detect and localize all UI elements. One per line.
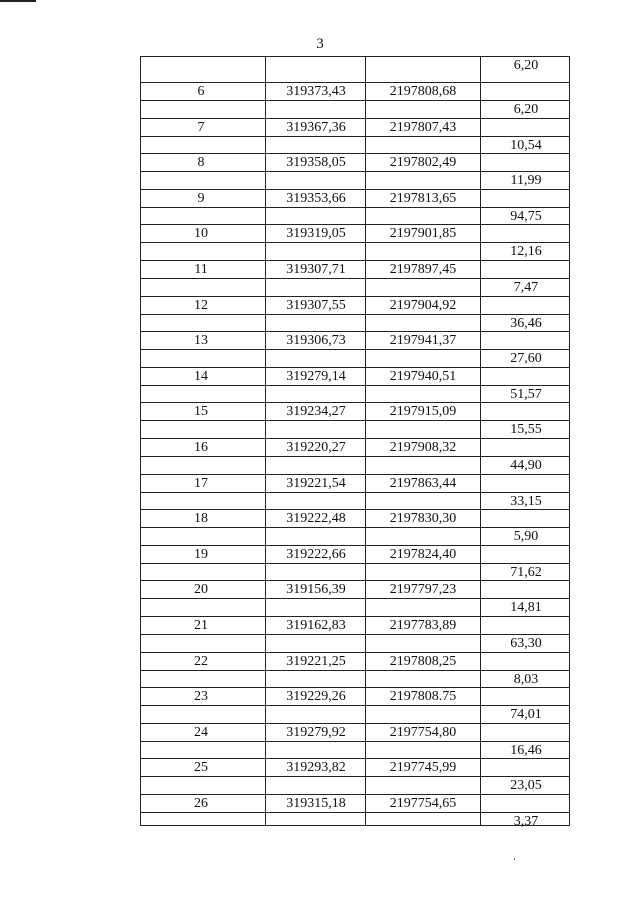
point-row (141, 82, 569, 100)
point-number: 10 (194, 226, 208, 242)
segment-length: 44,90 (510, 458, 542, 473)
coord-y: 2197940,51 (389, 368, 457, 384)
segment-length: 33,15 (510, 493, 542, 509)
coord-x: 319307,55 (286, 297, 346, 313)
coord-y: 2197754,65 (389, 796, 457, 811)
segment-length: 3,37 (513, 814, 539, 829)
coordinates-table (140, 56, 570, 829)
point-number: 7 (197, 119, 205, 135)
coord-y: 2197783,89 (389, 618, 457, 633)
coord-x: 319221,25 (286, 653, 346, 669)
segment-row (141, 278, 569, 296)
column-divider (365, 56, 366, 826)
coord-y: 2197745,99 (389, 760, 457, 776)
segment-row (141, 100, 569, 118)
page-number: 3 (316, 36, 324, 52)
coord-x: 319220,27 (286, 440, 346, 455)
coord-y: 2197754,80 (389, 724, 457, 740)
segment-row (141, 741, 569, 759)
point-number: 22 (194, 653, 208, 669)
segment-row (141, 598, 569, 616)
point-row (141, 224, 569, 242)
segment-length: 51,57 (510, 386, 542, 402)
segment-length: 6,20 (513, 102, 539, 117)
point-number: 15 (194, 404, 208, 420)
coord-y: 2197830,30 (389, 511, 457, 527)
coord-y: 2197797,23 (389, 582, 457, 598)
coord-x: 319222,66 (286, 546, 346, 562)
point-row (141, 687, 569, 705)
point-number: 21 (194, 618, 208, 633)
coord-x: 319234,27 (286, 404, 346, 420)
point-number: 11 (194, 262, 208, 277)
corner-mark (0, 0, 36, 2)
segment-length: 74,01 (510, 707, 542, 723)
point-number: 17 (194, 475, 208, 491)
point-row (141, 438, 569, 456)
segment-length: 94,75 (510, 208, 542, 224)
coord-x: 319353,66 (286, 190, 346, 206)
segment-length: 23,05 (510, 778, 542, 794)
segment-length: 14,81 (510, 600, 542, 616)
coord-x: 319279,14 (286, 368, 346, 384)
coord-x: 319306,73 (286, 333, 346, 349)
segment-row (141, 242, 569, 260)
segment-row (141, 420, 569, 438)
point-row (141, 474, 569, 492)
point-row (141, 723, 569, 741)
segment-length: 63,30 (510, 636, 542, 651)
segment-row (141, 527, 569, 545)
point-row (141, 331, 569, 349)
point-row (141, 758, 569, 776)
coord-y: 2197897,45 (389, 262, 457, 277)
segment-length: 8,03 (513, 671, 539, 687)
coord-y: 2197901,85 (389, 226, 457, 242)
point-number: 20 (194, 582, 208, 598)
point-row (141, 367, 569, 385)
point-number: 14 (194, 368, 208, 384)
column-divider (480, 56, 481, 826)
point-number: 18 (194, 511, 208, 527)
coord-x: 319319,05 (286, 226, 346, 242)
coord-y: 2197824,40 (389, 546, 457, 562)
point-number: 13 (194, 333, 208, 349)
coord-x: 319221,54 (286, 475, 346, 491)
coord-y: 2197802,49 (389, 155, 457, 171)
point-row (141, 189, 569, 207)
point-number: 6 (197, 84, 205, 99)
coord-x: 319373,43 (286, 84, 346, 99)
coord-y: 2197808,25 (389, 653, 457, 669)
segment-length: 71,62 (510, 564, 542, 580)
point-number: 8 (197, 155, 205, 171)
coord-x: 319367,36 (286, 119, 346, 135)
coord-y: 2197915,09 (389, 404, 457, 420)
coord-y: 2197941,37 (389, 333, 457, 349)
coord-x: 319293,82 (286, 760, 346, 776)
coord-x: 319315,18 (286, 796, 346, 811)
segment-length: 11,99 (510, 173, 542, 189)
point-number: 12 (194, 297, 208, 313)
segment-row (141, 385, 569, 403)
point-row (141, 616, 569, 634)
segment-row (141, 563, 569, 581)
segment-row (141, 171, 569, 189)
coord-y: 2197813,65 (389, 190, 457, 206)
point-number: 23 (194, 689, 208, 705)
segment-row (141, 56, 569, 74)
coord-y: 2197908,32 (389, 440, 457, 455)
coord-y: 2197863,44 (389, 475, 457, 491)
segment-row (141, 349, 569, 367)
segment-length: 36,46 (510, 315, 542, 331)
point-number: 9 (197, 190, 205, 206)
coord-x: 319279,92 (286, 724, 346, 740)
segment-length: 5,90 (513, 529, 539, 545)
segment-row (141, 136, 569, 154)
segment-length: 7,47 (513, 280, 539, 295)
point-row (141, 652, 569, 670)
point-row (141, 153, 569, 171)
segment-row (141, 456, 569, 474)
segment-row (141, 776, 569, 794)
coord-y: 2197807,43 (389, 119, 457, 135)
point-number: 19 (194, 546, 208, 562)
point-number: 24 (194, 724, 208, 740)
segment-row (141, 314, 569, 332)
coord-x: 319156,39 (286, 582, 346, 598)
coord-y: 2197808.75 (389, 689, 457, 705)
point-row (141, 296, 569, 314)
point-number: 16 (194, 440, 208, 455)
point-row (141, 509, 569, 527)
segment-length: 16,46 (510, 742, 542, 758)
coord-x: 319358,05 (286, 155, 346, 171)
point-row (141, 794, 569, 812)
point-number: 25 (194, 760, 208, 776)
segment-row (141, 812, 569, 830)
segment-length: 15,55 (510, 422, 542, 438)
coord-x: 319162,83 (286, 618, 346, 633)
segment-row (141, 670, 569, 688)
segment-row (141, 492, 569, 510)
segment-length: 27,60 (510, 351, 542, 367)
segment-length: 6,20 (513, 58, 539, 73)
segment-row (141, 705, 569, 723)
scan-artifact (514, 858, 515, 860)
column-divider (265, 56, 266, 826)
point-number: 26 (194, 796, 208, 811)
point-row (141, 545, 569, 563)
coord-x: 319222,48 (286, 511, 346, 527)
coord-y: 2197808,68 (389, 84, 457, 99)
point-row (141, 402, 569, 420)
coord-x: 319307,71 (286, 262, 346, 277)
coord-y: 2197904,92 (389, 297, 457, 313)
point-row (141, 580, 569, 598)
point-row (141, 260, 569, 278)
segment-row (141, 207, 569, 225)
coord-x: 319229,26 (286, 689, 346, 705)
point-row (141, 118, 569, 136)
segment-row (141, 634, 569, 652)
segment-length: 10,54 (510, 137, 542, 153)
segment-length: 12,16 (510, 244, 542, 260)
